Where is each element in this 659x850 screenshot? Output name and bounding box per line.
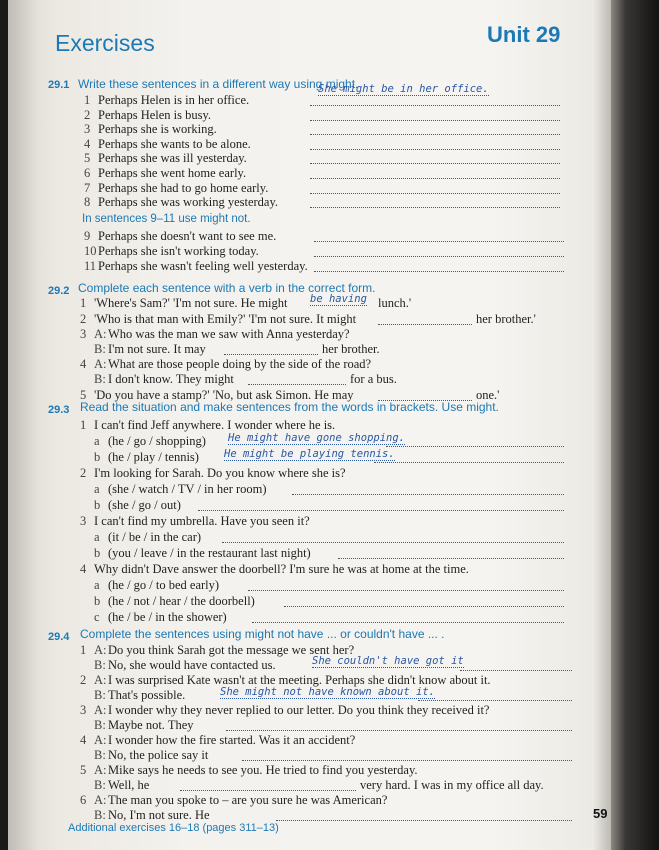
list-item: 1 A: Do you think Sarah got the message we sent her?	[80, 643, 355, 657]
item-number: 3	[84, 122, 91, 137]
handwritten-answer: She might be in her office.	[318, 83, 489, 95]
prompt-text: (it / be / in the car)	[108, 530, 202, 544]
sub-instruction: In sentences 9–11 use might not.	[82, 213, 251, 225]
item-text: Well, he	[108, 778, 150, 792]
item-text: Mike says he needs to see you. He tried to find you yesterday.	[108, 763, 418, 777]
item-text: Who was the man we saw with Anna yesterday?	[108, 327, 350, 341]
book-edge	[611, 0, 659, 850]
answer-line[interactable]	[378, 324, 472, 325]
item-number: 6	[84, 166, 91, 180]
answer-line[interactable]	[374, 462, 564, 463]
item-text: for a bus.	[350, 372, 397, 386]
item-number: 5	[84, 151, 91, 166]
item-text: The man you spoke to – are you sure he was American?	[108, 793, 388, 807]
list-item: b (she / go / out)	[94, 498, 181, 512]
list-item: a (she / watch / TV / in her room)	[94, 482, 267, 496]
list-item	[84, 137, 251, 152]
page-number: 59	[593, 806, 608, 821]
item-text: No, she would have contacted us.	[108, 658, 276, 672]
list-item	[84, 108, 211, 123]
list-item: B: No, the police say it	[94, 748, 209, 762]
list-item: 2 I'm looking for Sarah. Do you know where she is?	[80, 466, 346, 480]
exercise-instruction: Complete the sentences using might not have ... or couldn't have ... .	[80, 627, 445, 641]
item-text: Perhaps she was working yesterday.	[98, 195, 279, 210]
list-item: B: That's possible.	[94, 688, 186, 702]
answer-line[interactable]	[310, 178, 560, 179]
handwritten-answer: be having	[310, 293, 367, 305]
list-item: B: No, I'm not sure. He	[94, 808, 210, 822]
item-text: No, the police say it	[108, 748, 209, 762]
item-text: Perhaps she was ill yesterday.	[98, 151, 247, 166]
exercise-number: 29.2	[48, 285, 70, 297]
list-item: a (he / go / shopping)	[94, 434, 206, 448]
exercise-number: 29.1	[48, 79, 70, 91]
list-item	[84, 244, 259, 259]
list-item	[84, 181, 268, 196]
situation-text: Why didn't Dave answer the doorbell? I'm sure he was at home at the time.	[94, 562, 469, 576]
exercise-number: 29.4	[48, 631, 70, 643]
list-item: 5 A: Mike says he needs to see you. He tried to find you yesterday.	[80, 763, 418, 777]
list-item: 4 A: What are those people doing by the side of the road?	[80, 357, 372, 371]
binding-shadow	[8, 0, 38, 850]
list-item: 2 'Who is that man with Emily?' 'I'm not sure. It might	[80, 312, 357, 326]
list-item: a (he / go / to bed early)	[94, 578, 220, 592]
list-item: B: I don't know. They might	[94, 372, 234, 386]
item-text: Perhaps she went home early.	[98, 166, 247, 180]
item-text: one.'	[476, 388, 500, 402]
list-item: 4 A: I wonder how the fire started. Was it an accident?	[80, 733, 356, 747]
list-item: B: No, she would have contacted us.	[94, 658, 276, 672]
answer-line[interactable]	[198, 510, 564, 511]
list-item	[84, 166, 246, 181]
item-number: 7	[84, 180, 91, 195]
footer-reference	[68, 822, 279, 834]
item-text: Perhaps she wasn't feeling well yesterday.	[98, 259, 308, 273]
handwritten-answer: She couldn't have got it	[312, 655, 464, 667]
item-number: 11	[84, 259, 97, 273]
prompt-text: (she / watch / TV / in her room)	[108, 482, 267, 496]
list-item	[84, 122, 217, 137]
item-text: Perhaps she is working.	[98, 122, 217, 137]
list-item: 5 'Do you have a stamp?' 'No, but ask Simon. He may	[80, 388, 354, 402]
answer-line[interactable]	[180, 790, 356, 791]
list-item: a (it / be / in the car)	[94, 530, 202, 544]
answer-line[interactable]	[310, 105, 560, 106]
list-item: b (he / play / tennis)	[94, 450, 199, 464]
item-number: 10	[84, 244, 97, 258]
item-number: 2	[84, 107, 91, 122]
item-text: Maybe not. They	[108, 718, 194, 732]
prompt-text: (he / be / in the shower)	[108, 610, 227, 624]
item-text: 'Who is that man with Emily?' 'I'm not sure. It might	[94, 312, 357, 326]
answer-line[interactable]	[252, 622, 564, 623]
answer-line[interactable]	[310, 149, 560, 150]
list-item	[84, 195, 278, 210]
exercise-instruction: Complete each sentence with a verb in the correct form.	[78, 281, 376, 295]
list-item: b (you / leave / in the restaurant last night)	[94, 546, 311, 560]
prompt-text: (he / not / hear / the doorbell)	[108, 594, 255, 608]
list-item	[84, 93, 249, 108]
item-text: I wonder why they never replied to our letter. Do you think they received it?	[108, 703, 490, 717]
answer-line[interactable]	[386, 446, 564, 447]
item-text: I was surprised Kate wasn't at the meeting. Perhaps she didn't know about it.	[108, 673, 491, 687]
additional-exercises-link[interactable]: Additional exercises 16–18 (pages 311–13)	[68, 822, 279, 834]
item-text: What are those people doing by the side of the road?	[108, 357, 372, 371]
item-text: Perhaps she had to go home early.	[98, 180, 269, 195]
list-item: b (he / not / hear / the doorbell)	[94, 594, 255, 608]
answer-line[interactable]	[314, 271, 564, 272]
answer-line[interactable]	[242, 760, 572, 761]
item-text: Perhaps she isn't working today.	[98, 244, 259, 258]
list-item	[84, 259, 308, 274]
answer-line[interactable]	[292, 494, 564, 495]
list-item: B: I'm not sure. It may	[94, 342, 206, 356]
list-item: 2 A: I was surprised Kate wasn't at the meeting. Perhaps she didn't know about it.	[80, 673, 491, 687]
situation-text: I'm looking for Sarah. Do you know where she is?	[94, 466, 346, 480]
answer-line[interactable]	[310, 134, 560, 135]
item-text: I'm not sure. It may	[108, 342, 206, 356]
page-title: Exercises	[55, 30, 155, 56]
item-text: Do you think Sarah got the message we sent her?	[108, 643, 355, 657]
prompt-text: (he / go / shopping)	[108, 434, 206, 448]
item-text: lunch.'	[378, 296, 412, 310]
answer-line[interactable]	[310, 120, 560, 121]
item-text: Perhaps she doesn't want to see me.	[98, 229, 277, 243]
list-item: 3 A: I wonder why they never replied to our letter. Do you think they received it?	[80, 703, 490, 717]
item-number: 4	[84, 136, 91, 151]
exercise-instruction: Write these sentences in a different way using might.	[78, 77, 359, 91]
answer-line[interactable]	[310, 163, 560, 164]
list-item: 6 A: The man you spoke to – are you sure he was American?	[80, 793, 388, 807]
list-item: 1 'Where's Sam?' 'I'm not sure. He might	[80, 296, 288, 310]
item-text: Perhaps she wants to be alone.	[98, 136, 251, 151]
answer-line[interactable]	[460, 670, 572, 671]
list-item: 3 A: Who was the man we saw with Anna yesterday?	[80, 327, 350, 341]
list-item: 3 I can't find my umbrella. Have you seen it?	[80, 514, 310, 528]
situation-text: I can't find Jeff anywhere. I wonder where he is.	[94, 418, 336, 432]
prompt-text: (you / leave / in the restaurant last night)	[108, 546, 311, 560]
prompt-text: (he / go / to bed early)	[108, 578, 220, 592]
item-text: I don't know. They might	[108, 372, 234, 386]
list-item: 4 Why didn't Dave answer the doorbell? I'm sure he was at home at the time.	[80, 562, 469, 576]
item-number: 1	[84, 93, 91, 107]
item-text: Perhaps Helen is in her office.	[98, 93, 250, 107]
item-text: her brother.'	[476, 312, 536, 326]
item-text: her brother.	[322, 342, 380, 356]
exercise-number: 29.3	[48, 404, 70, 416]
prompt-text: (she / go / out)	[108, 498, 181, 512]
item-number: 8	[84, 195, 91, 210]
item-number: 9	[84, 229, 91, 243]
item-text: That's possible.	[108, 688, 186, 702]
answer-line[interactable]	[222, 542, 564, 543]
item-text: No, I'm not sure. He	[108, 808, 210, 822]
answer-line[interactable]	[310, 207, 560, 208]
list-item: 1 I can't find Jeff anywhere. I wonder where he is.	[80, 418, 336, 432]
answer-line[interactable]	[310, 193, 560, 194]
list-item	[84, 151, 247, 166]
answer-line[interactable]	[226, 730, 572, 731]
item-text: 'Where's Sam?' 'I'm not sure. He might	[94, 296, 288, 310]
answer-line[interactable]	[284, 606, 564, 607]
answer-line[interactable]	[314, 241, 564, 242]
prompt-text: (he / play / tennis)	[108, 450, 199, 464]
handwritten-answer: He might be playing tennis.	[224, 448, 395, 460]
situation-text: I can't find my umbrella. Have you seen it?	[94, 514, 310, 528]
list-item	[84, 229, 276, 244]
exercise-instruction: Read the situation and make sentences from the words in brackets. Use might.	[80, 400, 499, 414]
answer-line[interactable]	[248, 384, 346, 385]
answer-line[interactable]	[224, 354, 318, 355]
answer-line[interactable]	[248, 590, 564, 591]
list-item: B: Well, he	[94, 778, 150, 792]
unit-title: Unit 29	[487, 22, 561, 47]
answer-line[interactable]	[276, 820, 572, 821]
item-text: I wonder how the fire started. Was it an accident?	[108, 733, 356, 747]
workbook-page	[8, 0, 611, 850]
handwritten-answer: She might not have known about it.	[220, 686, 435, 698]
list-item: c (he / be / in the shower)	[94, 610, 227, 624]
answer-line[interactable]	[418, 700, 572, 701]
item-text: Perhaps Helen is busy.	[98, 107, 212, 122]
answer-line[interactable]	[338, 558, 564, 559]
item-text: 'Do you have a stamp?' 'No, but ask Simon. He may	[94, 388, 354, 402]
handwritten-answer: He might have gone shopping.	[228, 432, 406, 444]
list-item: B: Maybe not. They	[94, 718, 194, 732]
item-text: very hard. I was in my office all day.	[360, 778, 544, 792]
answer-line[interactable]	[314, 256, 564, 257]
